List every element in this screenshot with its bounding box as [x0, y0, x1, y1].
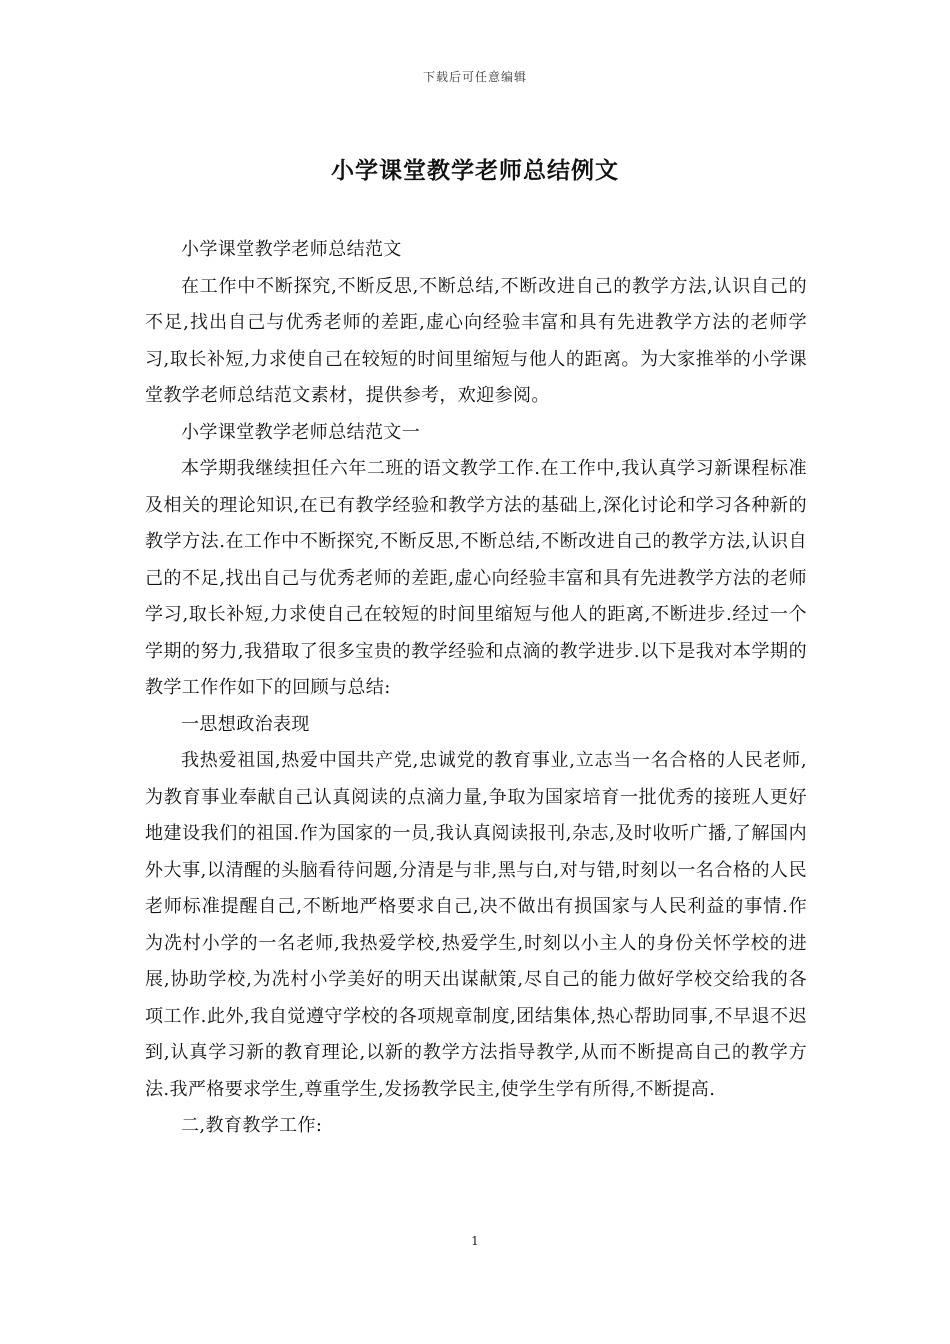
page-number: 1: [471, 1234, 479, 1248]
paragraph-sample-one: 本学期我继续担任六年二班的语文教学工作.在工作中,我认真学习新课程标准及相关的理论知识,在已有教学经验和教学方法的基础上,深化讨论和学习各种新的教学方法.在工作中不断探究,不断反思,不断总结,不断改进自己的教学方法,认识自己的不足,找出自己与优秀老师的差距,虚心向经验丰富和具有先进教学方法的老师学习,取长补短,力求使自己在较短的时间里缩短与他人的距离,不断进步.经过一个学期的努力,我猎取了很多宝贵的教学经验和点滴的教学进步.以下是我对本学期的教学工作作如下的回顾与总结:: [145, 458, 807, 698]
section-heading-intro: 小学课堂教学老师总结范文: [181, 239, 402, 260]
paragraph-intro: 在工作中不断探究,不断反思,不断总结,不断改进自己的教学方法,认识自己的不足,找出自己与优秀老师的差距,虚心向经验丰富和具有先进教学方法的老师学习,取长补短,力求使自己在较短的时间里缩短与他人的距离。为大家推举的小学课堂教学老师总结范文素材，提供参考，欢迎参阅。: [145, 275, 807, 406]
document-body: [145, 232, 807, 1145]
section-heading-teaching: 二,教育教学工作:: [181, 1115, 323, 1136]
header-note: 下载后可任意编辑: [422, 70, 527, 84]
section-heading-sample-one: 小学课堂教学老师总结范文一: [181, 421, 421, 443]
document-title: 小学课堂教学老师总结例文: [331, 157, 619, 184]
section-heading-political: 一思想政治表现: [181, 713, 310, 735]
paragraph-political: 我热爱祖国,热爱中国共产党,忠诚党的教育事业,立志当一名合格的人民老师,为教育事业奉献自己认真阅读的点滴力量,争取为国家培育一批优秀的接班人更好地建设我们的祖国.作为国家的一员,我认真阅读报刊,杂志,及时收听广播,了解国内外大事,以清醒的头脑看待问题,分清是与非,黑与白,对与错,时刻以一名合格的人民老师标准提醒自己,不断地严格要求自己,决不做出有损国家与人民利益的事情.作为冼村小学的一名老师,我热爱学校,热爱学生,时刻以小主人的身份关怀学校的进展,协助学校,为冼村小学美好的明天出谋献策,尽自己的能力做好学校交给我的各项工作.此外,我自觉遵守学校的各项规章制度,团结集体,热心帮助同事,不早退不迟到,认真学习新的教育理论,以新的教学方法指导教学,从而不断提高自己的教学方法.我严格要求学生,尊重学生,发扬教学民主,使学生学有所得,不断提高.: [145, 750, 807, 1100]
